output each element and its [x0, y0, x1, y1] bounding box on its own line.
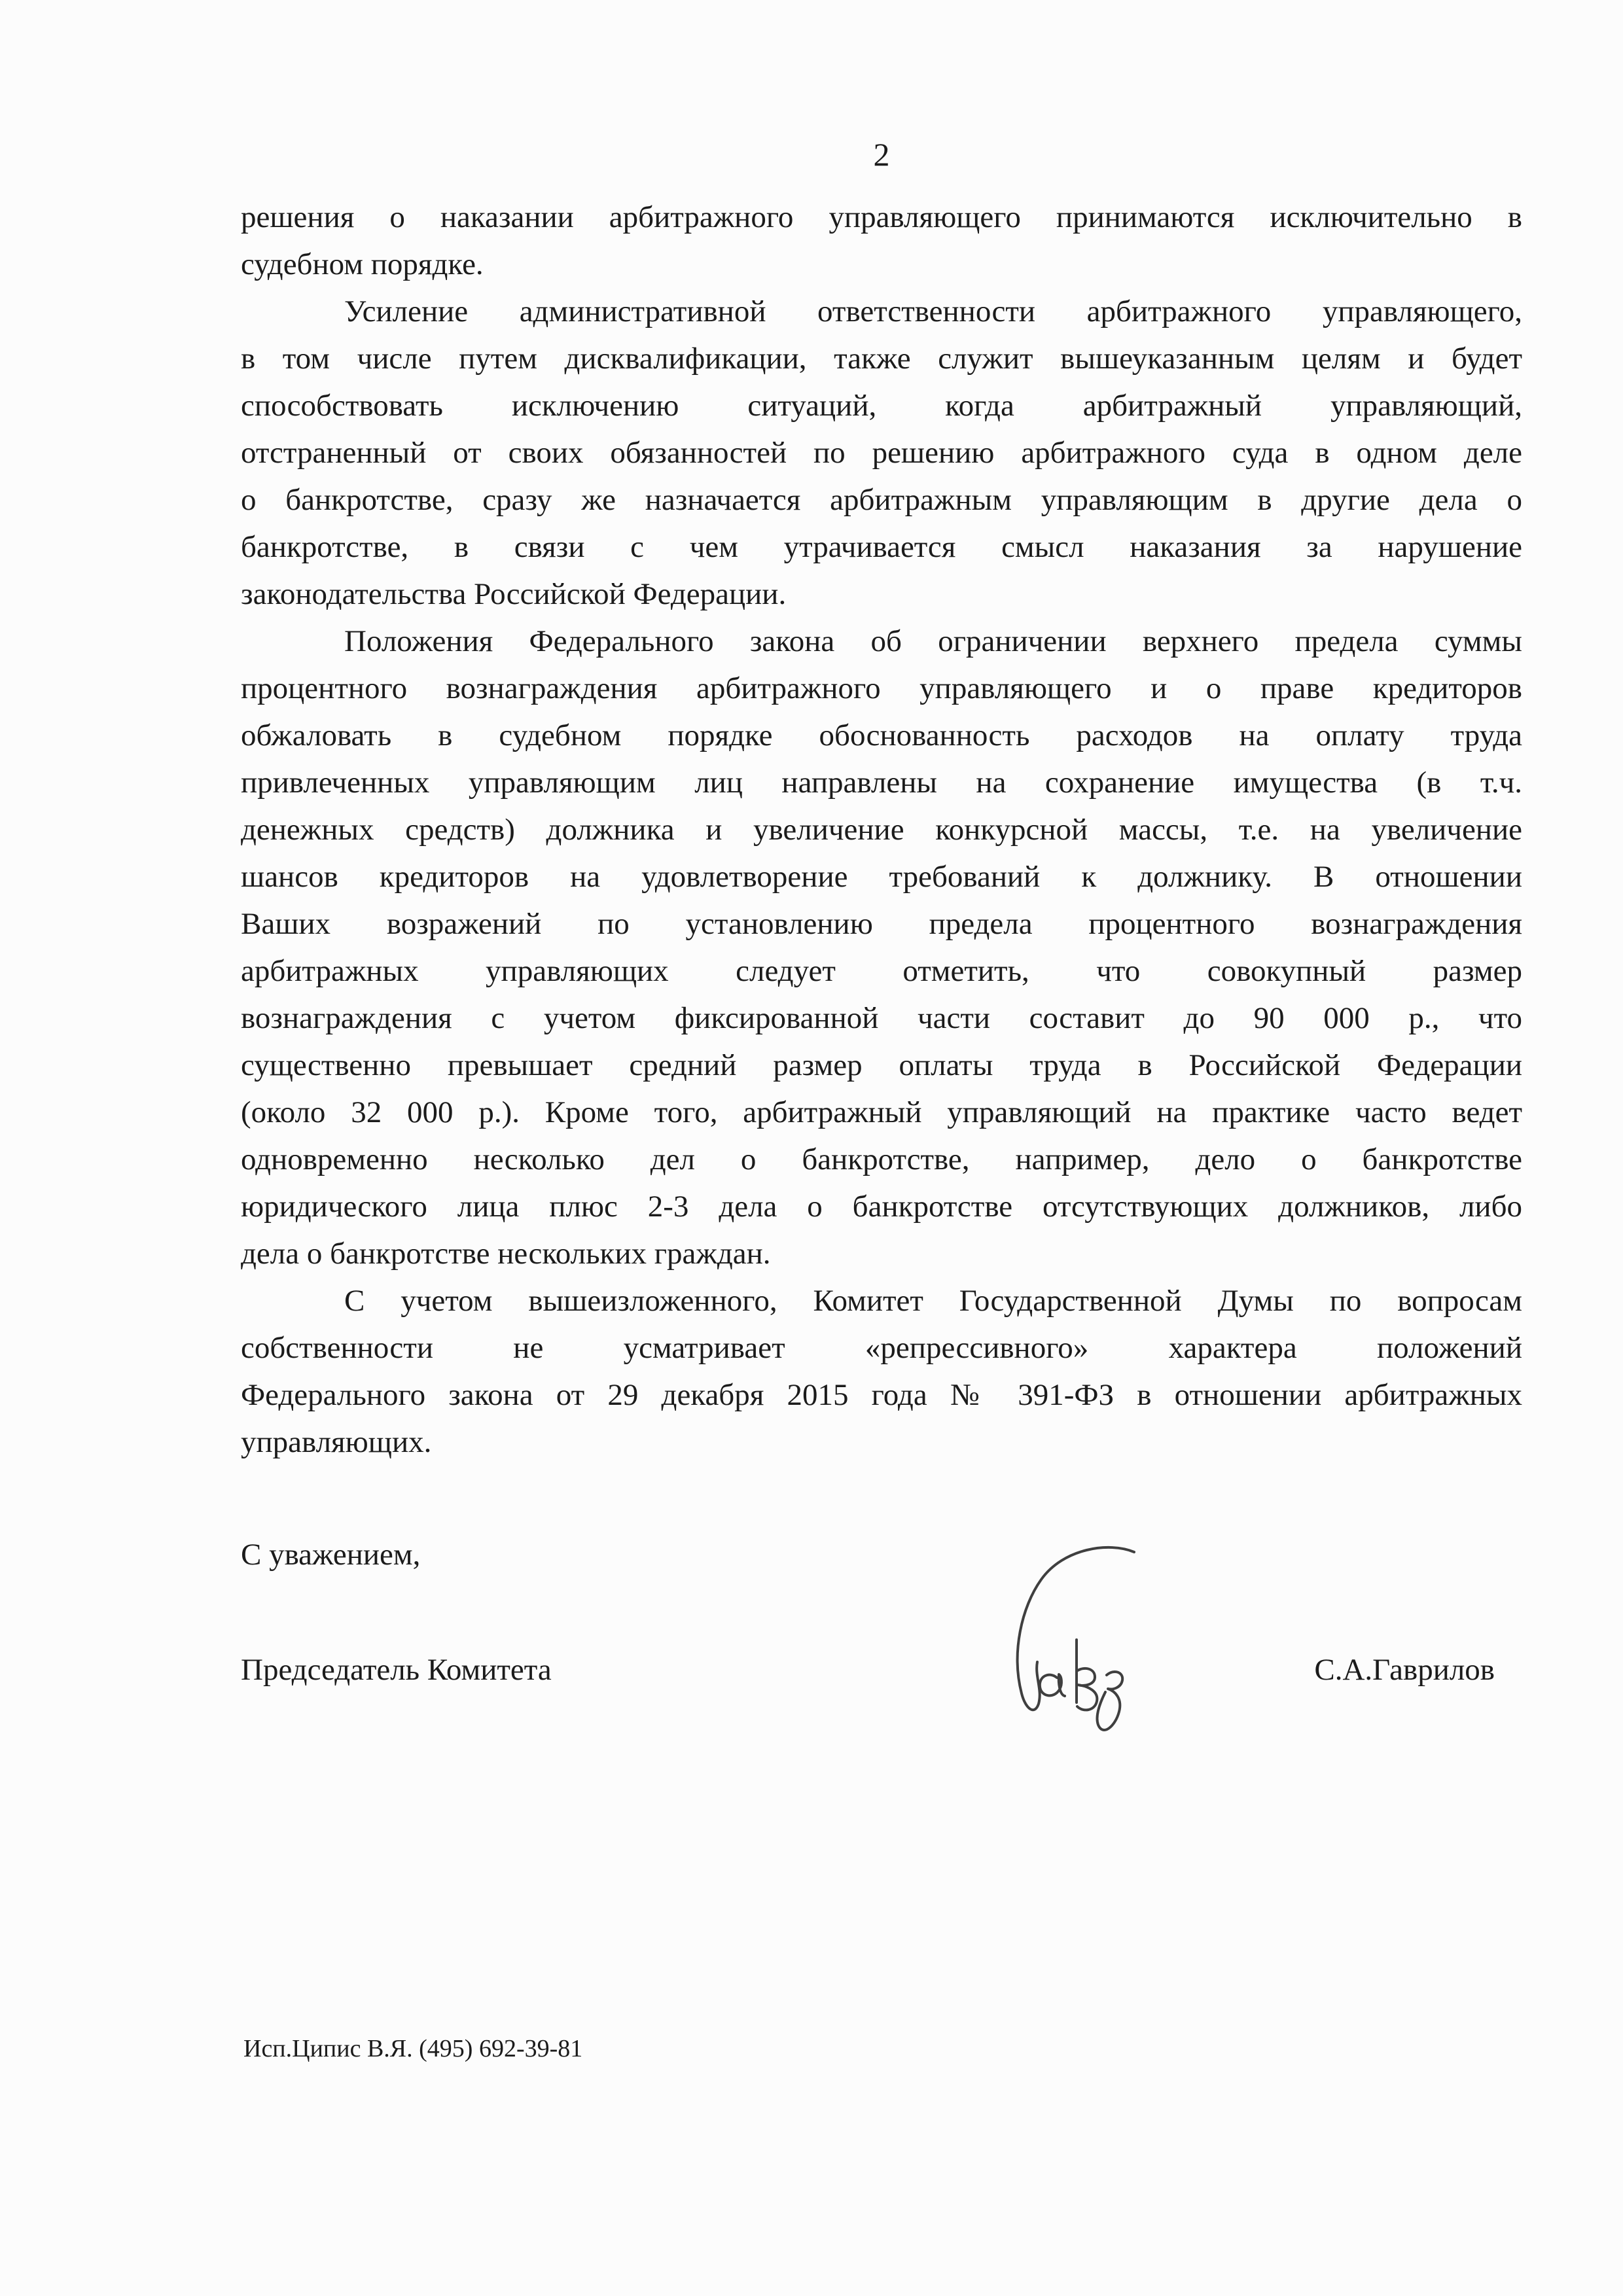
body-line: юридического лица плюс 2-3 дела о банкротстве отсутствующих должников, либо: [241, 1190, 1522, 1224]
paragraph: [241, 1277, 1522, 1466]
body-line: обжаловать в судебном порядке обоснованность расходов на оплату труда: [241, 718, 1522, 752]
body-line: отстраненный от своих обязанностей по решению арбитражного суда в одном деле: [241, 436, 1522, 470]
body-line: Положения Федерального закона об ограничении верхнего предела суммы: [344, 624, 1522, 658]
signer-title: Председатель Комитета: [241, 1653, 552, 1687]
body-line: процентного вознаграждения арбитражного управляющего и о праве кредиторов: [241, 671, 1522, 705]
body-line: Ваших возражений по установлению предела процентного вознаграждения: [241, 907, 1522, 941]
body-line: законодательства Российской Федерации.: [241, 577, 787, 611]
paragraph: [241, 618, 1522, 1277]
closing-salutation: С уважением,: [241, 1538, 421, 1572]
body-line: существенно превышает средний размер оплаты труда в Российской Федерации: [241, 1048, 1522, 1082]
paragraph: [241, 288, 1522, 618]
body-line: банкротстве, в связи с чем утрачивается смысл наказания за нарушение: [241, 530, 1522, 564]
page-number: 2: [873, 136, 890, 173]
letter-body: [241, 194, 1522, 1466]
body-line: способствовать исключению ситуаций, когда арбитражный управляющий,: [241, 389, 1522, 423]
body-line: привлеченных управляющим лиц направлены на сохранение имущества (в т.ч.: [241, 766, 1522, 800]
body-line: шансов кредиторов на удовлетворение требований к должнику. В отношении: [241, 860, 1522, 894]
body-line: управляющих.: [241, 1425, 432, 1459]
signature-scribble: [978, 1542, 1155, 1738]
body-line: Федерального закона от 29 декабря 2015 года № 391-ФЗ в отношении арбитражных: [241, 1378, 1522, 1412]
signer-name: С.А.Гаврилов: [1314, 1653, 1495, 1687]
body-line: судебном порядке.: [241, 247, 484, 281]
body-line: денежных средств) должника и увеличение конкурсной массы, т.е. на увеличение: [241, 813, 1522, 847]
body-line: о банкротстве, сразу же назначается арбитражным управляющим в другие дела о: [241, 483, 1522, 517]
paragraph: [241, 194, 1522, 288]
body-line: Усиление административной ответственности арбитражного управляющего,: [344, 294, 1522, 328]
body-line: (около 32 000 р.). Кроме того, арбитражный управляющий на практике часто ведет: [241, 1095, 1522, 1129]
executor-contact-note: Исп.Ципис В.Я. (495) 692-39-81: [243, 2035, 583, 2062]
body-line: дела о банкротстве нескольких граждан.: [241, 1237, 771, 1271]
body-line: арбитражных управляющих следует отметить, что совокупный размер: [241, 954, 1522, 988]
body-line: одновременно несколько дел о банкротстве, например, дело о банкротстве: [241, 1142, 1522, 1176]
body-line: собственности не усматривает «репрессивного» характера положений: [241, 1331, 1522, 1365]
body-line: вознаграждения с учетом фиксированной части составит до 90 000 р., что: [241, 1001, 1522, 1035]
body-line: в том числе путем дисквалификации, также служит вышеуказанным целям и будет: [241, 342, 1522, 376]
body-line: решения о наказании арбитражного управляющего принимаются исключительно в: [241, 200, 1522, 234]
body-line: С учетом вышеизложенного, Комитет Государственной Думы по вопросам: [344, 1284, 1522, 1318]
